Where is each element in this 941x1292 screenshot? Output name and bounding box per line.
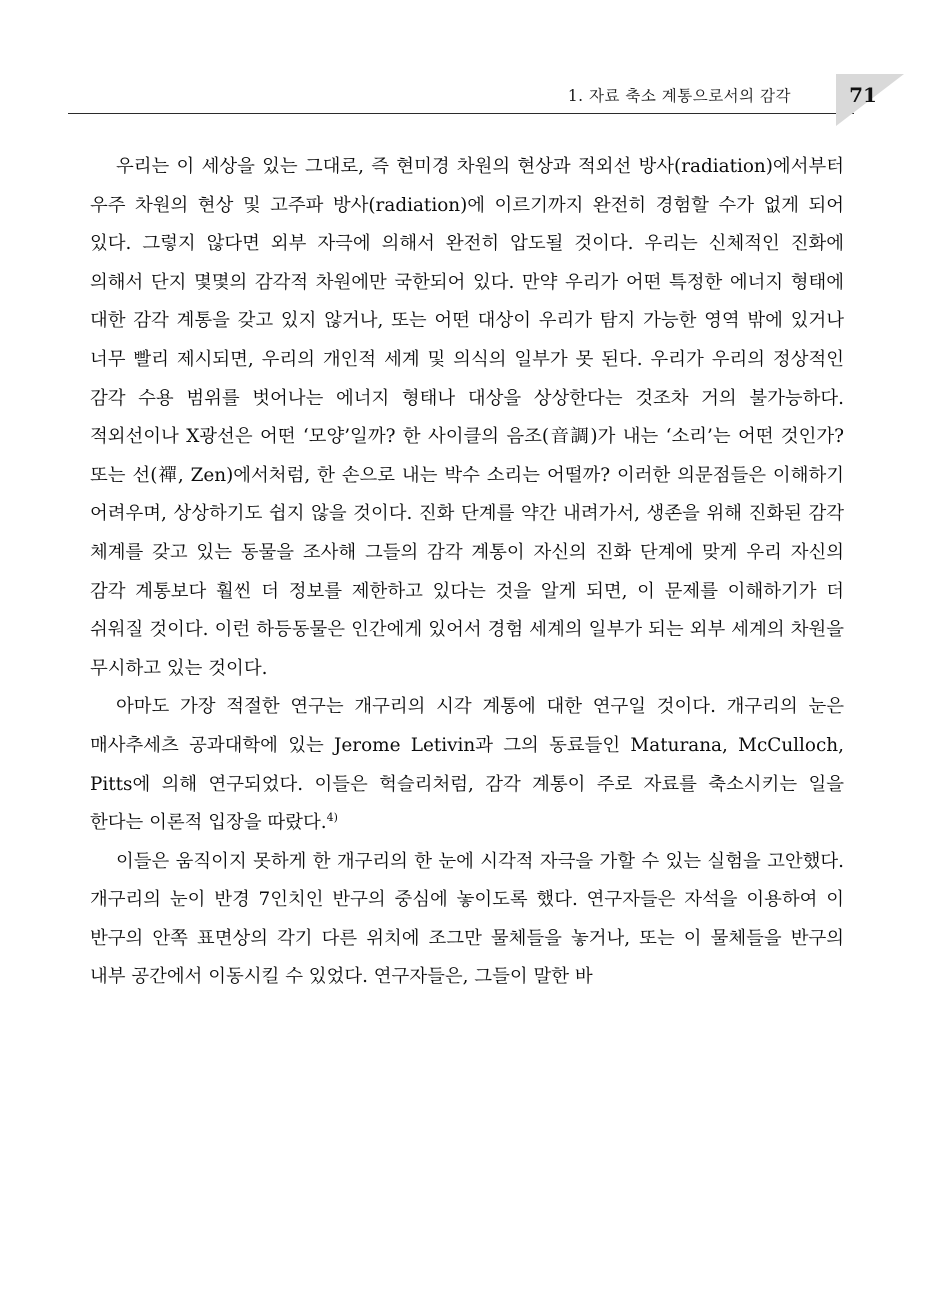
- page-number-badge: [836, 74, 904, 126]
- body-text-column: [90, 148, 844, 997]
- page-header: [0, 84, 941, 124]
- paragraph: 우리는 이 세상을 있는 그대로, 즉 현미경 차원의 현상과 적외선 방사(radiation)에서부터 우주 차원의 현상 및 고주파 방사(radiation)에 이르기까지 완전히 경험할 수가 없게 되어 있다. 그렇지 않다면 외부 자극에 의해서 완전히 압도될 것이다. 우리는 신체적인 진화에 의해서 단지 몇몇의 감각적 차원에만 국한되어 있다. 만약 우리가 어떤 특정한 에너지 형태에 대한 감각 계통을 갖고 있지 않거나, 또는 어떤 대상이 우리가 탐지 가능한 영역 밖에 있거나 너무 빨리 제시되면, 우리의 개인적 세계 및 의식의 일부가 못 된다. 우리가 우리의 정상적인 감각 수용 범위를 벗어나는 에너지 형태나 대상을 상상한다는 것조차 거의 불가능하다. 적외선이나 X광선은 어떤 ‘모양’일까? 한 사이클의 음조(音調)가 내는 ‘소리’는 어떤 것인가? 또는 선(禪, Zen)에서처럼, 한 손으로 내는 박수 소리는 어떨까? 이러한 의문점들은 이해하기 어려우며, 상상하기도 쉽지 않을 것이다. 진화 단계를 약간 내려가서, 생존을 위해 진화된 감각 체계를 갖고 있는 동물을 조사해 그들의 감각 계통이 자신의 진화 단계에 맞게 우리 자신의 감각 계통보다 훨씬 더 정보를 제한하고 있다는 것을 알게 되면, 이 문제를 이해하기가 더 쉬워질 것이다. 이런 하등동물은 인간에게 있어서 경험 세계의 일부가 되는 외부 세계의 차원을 무시하고 있는 것이다.: [90, 156, 844, 679]
- running-header-chapter-title: 1. 자료 축소 계통으로서의 감각: [567, 87, 791, 105]
- paragraph-text: 아마도 가장 적절한 연구는 개구리의 시각 계통에 대한 연구일 것이다. 개구리의 눈은 매사추세츠 공과대학에 있는 Jerome Letivin과 그의 동료들인 Maturana, McCulloch, Pitts에 의해 연구되었다. 이들은 헉슬리처럼, 감각 계통이 주로 자료를 축소시키는 일을 한다는 이론적 입장을 따랐다.: [90, 696, 844, 834]
- paragraph: 이들은 움직이지 못하게 한 개구리의 한 눈에 시각적 자극을 가할 수 있는 실험을 고안했다. 개구리의 눈이 반경 7인치인 반구의 중심에 놓이도록 했다. 연구자들은 자석을 이용하여 이 반구의 안쪽 표면상의 각기 다른 위치에 조그만 물체들을 놓거나, 또는 이 물체들을 반구의 내부 공간에서 이동시킬 수 있었다. 연구자들은, 그들이 말한 바: [90, 850, 844, 988]
- footnote-marker: 4): [326, 810, 338, 824]
- paragraph: [90, 688, 844, 842]
- header-divider: [68, 113, 854, 114]
- page-number: 71: [849, 83, 877, 107]
